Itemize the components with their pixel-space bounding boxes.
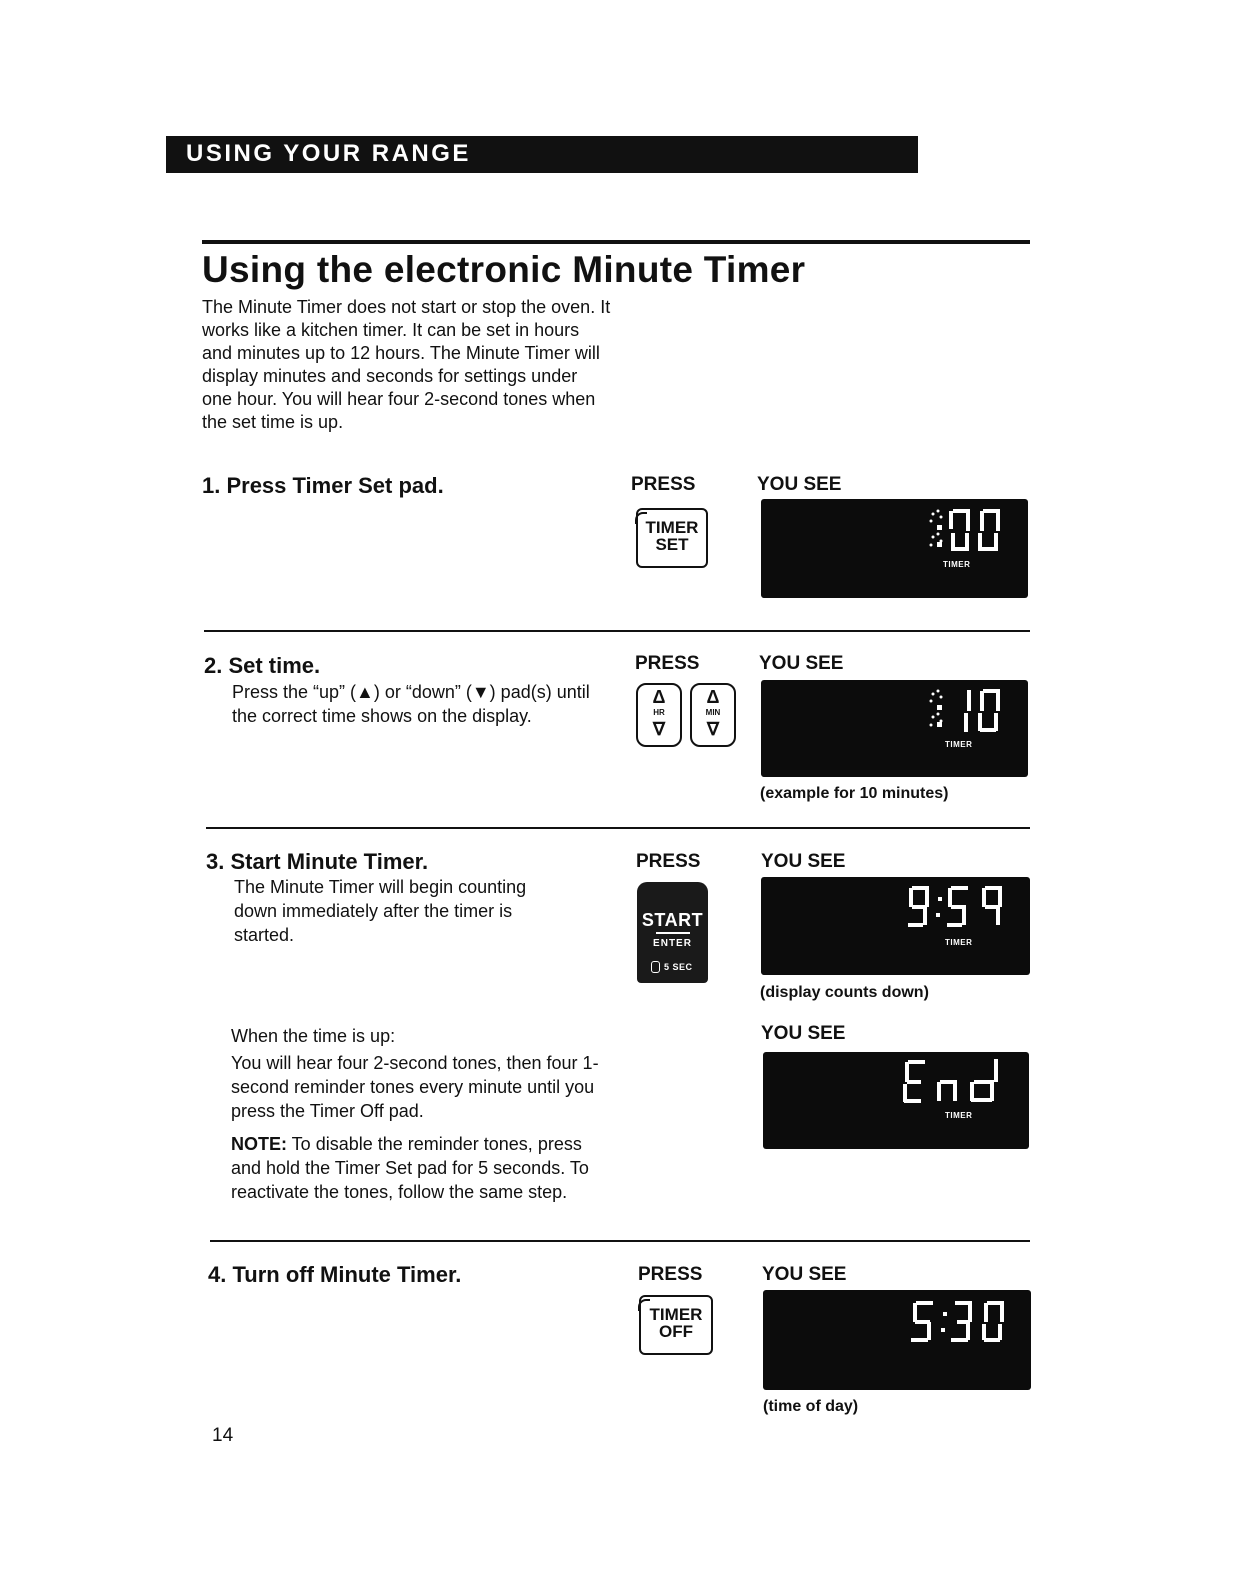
page-title: Using the electronic Minute Timer bbox=[202, 249, 806, 290]
timer-off-pad-line1: TIMER bbox=[649, 1305, 703, 1324]
timer-off-pad-line2: OFF bbox=[659, 1322, 693, 1341]
note-paragraph bbox=[231, 1132, 603, 1204]
timer-off-pad-icon bbox=[639, 1295, 713, 1355]
step-4-title: 4. Turn off Minute Timer. bbox=[208, 1262, 462, 1287]
end-display bbox=[763, 1052, 1029, 1149]
note-text: To disable the reminder tones, press and hold the Timer Set pad for 5 seconds. To reactivate the tones, follow the same step. bbox=[231, 1134, 589, 1202]
step-4-you-see-label: YOU SEE bbox=[762, 1264, 847, 1285]
intro-paragraph: The Minute Timer does not start or stop the oven. It works like a kitchen timer. It can be set in hours and minutes up to 12 hours. The Minute Timer will display minutes and seconds for settings under one hour. You will hear four 2-second tones when the set time is up. bbox=[202, 297, 611, 432]
timer-set-pad-line1: TIMER bbox=[645, 518, 699, 537]
step-1-press-label: PRESS bbox=[631, 474, 696, 495]
step-1-title: 1. Press Timer Set pad. bbox=[202, 473, 444, 498]
step-2-you-see-label: YOU SEE bbox=[759, 653, 844, 674]
title-rule bbox=[202, 240, 1030, 244]
step-divider bbox=[204, 630, 1030, 632]
step-4-caption: (time of day) bbox=[763, 1398, 859, 1415]
min-pad-icon bbox=[690, 683, 736, 747]
step-2-display bbox=[761, 680, 1028, 777]
start-pad-seconds-label: 5 SEC bbox=[664, 962, 693, 972]
note-label: NOTE: bbox=[231, 1134, 287, 1154]
time-up-subheading: When the time is up: bbox=[231, 1026, 396, 1046]
step-3-caption: (display counts down) bbox=[760, 984, 929, 1001]
end-display-digits bbox=[763, 1052, 1029, 1149]
step-2-display-digits bbox=[761, 680, 1028, 777]
step-2-body: Press the “up” (▲) or “down” (▼) pad(s) until the correct time shows on the display. bbox=[232, 682, 590, 726]
step-4-display-digits bbox=[763, 1290, 1031, 1390]
end-display-timer-label: TIMER bbox=[945, 1111, 973, 1120]
step-3-title: 3. Start Minute Timer. bbox=[206, 849, 429, 874]
start-pad-underline bbox=[656, 932, 690, 934]
step-divider bbox=[206, 827, 1030, 829]
step-2-press-label: PRESS bbox=[635, 653, 700, 674]
min-pad-label: MIN bbox=[705, 708, 721, 717]
hr-pad-label: HR bbox=[653, 708, 665, 717]
step-1-display bbox=[761, 499, 1028, 598]
step-1-display-timer-label: TIMER bbox=[943, 560, 971, 569]
time-up-you-see-label: YOU SEE bbox=[761, 1023, 846, 1044]
hr-up-arrow: Δ bbox=[652, 687, 666, 707]
time-up-body: You will hear four 2-second tones, then four 1-second reminder tones every minute until you press the Timer Off pad. bbox=[231, 1053, 599, 1121]
timer-set-pad-icon bbox=[636, 508, 708, 568]
step-4-display bbox=[763, 1290, 1031, 1390]
step-3-display-digits bbox=[761, 877, 1030, 975]
step-1-you-see-label: YOU SEE bbox=[757, 474, 842, 495]
section-banner-text: USING YOUR RANGE bbox=[186, 140, 471, 167]
start-pad-icon bbox=[637, 882, 708, 983]
timer-set-pad-line2: SET bbox=[655, 535, 689, 554]
step-1-display-digits bbox=[761, 499, 1028, 598]
start-pad-enter-label: ENTER bbox=[653, 938, 692, 949]
step-2-title: 2. Set time. bbox=[204, 653, 321, 678]
start-pad-label: START bbox=[641, 910, 704, 930]
step-divider bbox=[210, 1240, 1030, 1242]
min-down-arrow: ∇ bbox=[706, 719, 720, 739]
section-banner bbox=[166, 136, 918, 173]
step-3-display bbox=[761, 877, 1030, 975]
step-3-display-timer-label: TIMER bbox=[945, 938, 973, 947]
step-3-you-see-label: YOU SEE bbox=[761, 851, 846, 872]
hr-pad-icon bbox=[636, 683, 682, 747]
page-number: 14 bbox=[212, 1425, 234, 1446]
hold-icon bbox=[651, 961, 660, 973]
step-3-body: The Minute Timer will begin counting down immediately after the timer is started. bbox=[234, 877, 527, 945]
min-up-arrow: Δ bbox=[706, 687, 720, 707]
step-2-caption: (example for 10 minutes) bbox=[760, 785, 949, 802]
step-3-press-label: PRESS bbox=[636, 851, 701, 872]
hr-down-arrow: ∇ bbox=[652, 719, 666, 739]
step-2-display-timer-label: TIMER bbox=[945, 740, 973, 749]
step-4-press-label: PRESS bbox=[638, 1264, 703, 1285]
